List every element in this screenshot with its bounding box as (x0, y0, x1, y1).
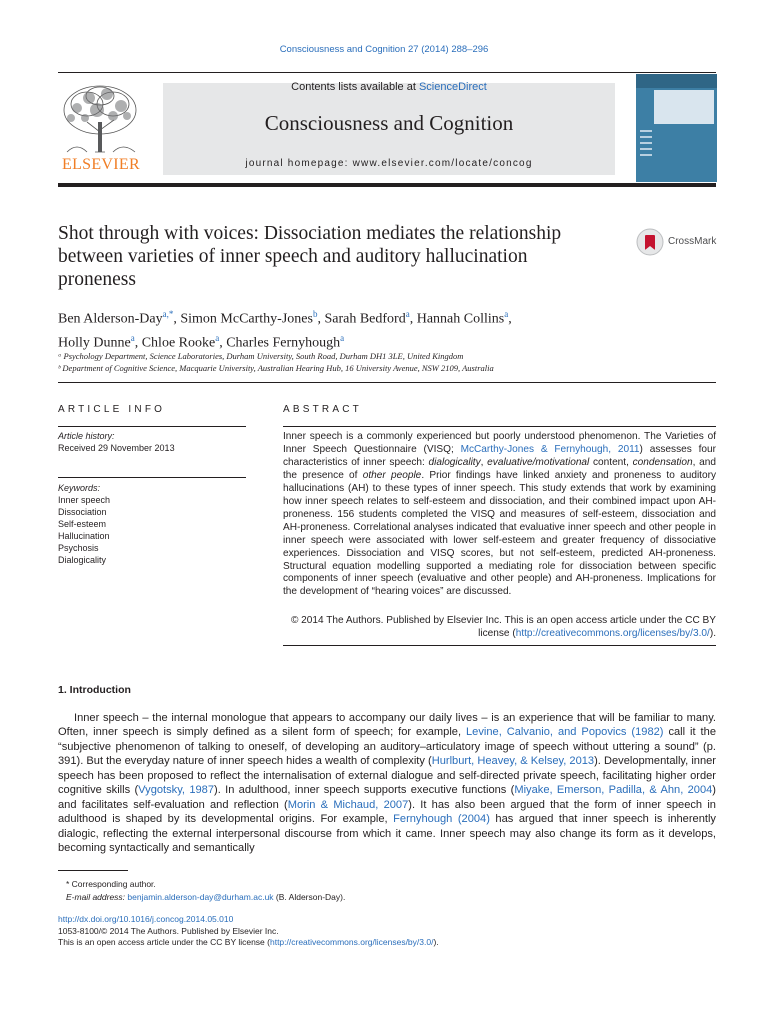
license-link[interactable]: http://creativecommons.org/licenses/by/3.0/ (515, 628, 710, 639)
crossmark-badge[interactable] (636, 228, 726, 258)
author-separator: , (219, 335, 227, 351)
reference-link[interactable]: Morin & Michaud, 2007 (287, 798, 409, 811)
doi-link[interactable]: http://dx.doi.org/10.1016/j.concog.2014.05.010 (58, 914, 234, 924)
abstract-italic: dialogicality (428, 456, 481, 468)
abstract-segment: Inner speech is a commonly experienced but poorly understood phenomenon. The Varieties of Inner Speech Questionnaire (VISQ; (283, 431, 716, 455)
intro-segment: has argued that inner speech is inherently dialogic, reflecting the external interpersonal discourse from which it came. Inner speech may also change its form as it develops, becoming syntactically and semantically (58, 813, 716, 855)
keyword: Hallucination (58, 531, 110, 541)
intro-segment: Inner speech – the internal monologue that appears to accompany our daily lives – is an experience that will be familiar to many. Often, inner speech is simply defined as a silent form of speech; for example, (58, 712, 716, 739)
author-list (58, 305, 698, 352)
author-separator: , (173, 311, 181, 327)
article-meta-footer (58, 914, 716, 949)
crossmark-label: CrossMark (668, 236, 717, 247)
open-access-line (58, 937, 716, 949)
corresponding-author-note: * Corresponding author. (66, 879, 156, 889)
email-suffix: (B. Alderson-Day). (273, 892, 346, 902)
keyword: Inner speech (58, 495, 111, 505)
reference-link[interactable]: McCarthy-Jones & Fernyhough, 2011 (460, 443, 640, 455)
affiliations (58, 350, 698, 374)
sciencedirect-link[interactable]: ScienceDirect (418, 81, 487, 93)
keywords-block (58, 482, 246, 566)
author-name: Holly Dunne (58, 335, 131, 351)
affiliation-b: ᵇ Department of Cognitive Science, Macquarie University, Australian Hearing Hub, 16 University Avenue, NSW 2109, Australia (58, 363, 494, 373)
abstract-italic: evaluative/motivational (487, 456, 590, 468)
abstract-segment: , and the presence of (283, 456, 716, 481)
affiliation-a: ᵃ Psychology Department, Science Laboratories, Durham University, South Road, Durham DH1 3LE, United Kingdom (58, 351, 464, 361)
abstract-italic: other people (362, 469, 422, 481)
abstract-segment: . Prior findings have linked anxiety and proneness to auditory hallucinations (AH) to these types of inner speech. This study extends that work by examining how inner speech relates to self-esteem and dissociation, and their combined impact upon AH-proneness. 156 students completed the VISQ and measures of self-esteem, dissociation and AH-proneness. Correlational analyses indicated that evaluative inner speech and other people in inner speech were associated with lower self-esteem and greater frequency of dissociative experiences. Dissociation and VISQ scores, but not self-esteem, predicted AH-proneness. Structural equation modelling supported a mediating role for dissociation between specific components of inner speech (evaluative and other people) and AH-proneness. Implications for the development of “hearing voices” are discussed. (283, 469, 717, 598)
keyword: Self-esteem (58, 519, 107, 529)
author-separator: , (508, 311, 512, 327)
author-name: Sarah Bedford (324, 311, 406, 327)
author-name: Simon McCarthy-Jones (180, 311, 313, 327)
author-affil-link[interactable]: a (340, 332, 345, 343)
article-info-heading: ARTICLE INFO (58, 404, 166, 415)
footnote (58, 878, 716, 904)
journal-homepage-link[interactable]: journal homepage: www.elsevier.com/locate/concog (245, 158, 533, 169)
author-separator: , (134, 335, 142, 351)
author-affil-link[interactable]: a (405, 309, 410, 319)
email-link[interactable]: benjamin.alderson-day@durham.ac.uk (127, 892, 274, 902)
author-affil-link[interactable]: a,* (162, 309, 174, 319)
keyword: Psychosis (58, 543, 99, 553)
copyright-text: © 2014 The Authors. Published by Elsevier Inc. This is an open access article under the CC BY license ( (290, 615, 716, 639)
cover-line (640, 130, 652, 132)
author-separator: , (409, 311, 417, 327)
info-rule (58, 426, 246, 427)
introduction-heading: 1. Introduction (58, 684, 131, 696)
keyword: Dissociation (58, 507, 107, 517)
top-rule (58, 72, 716, 73)
abstract-segment: ) assesses four characteristics of inner speech: (283, 443, 716, 468)
keyword: Dialogicality (58, 555, 107, 565)
cover-title-area (654, 90, 714, 124)
author-affil-link[interactable]: a (130, 332, 135, 343)
cover-top-band (636, 74, 717, 88)
keywords-label: Keywords: (58, 483, 101, 493)
author-affil-link[interactable]: a (215, 332, 220, 343)
email-line (58, 891, 716, 904)
section-rule (58, 382, 716, 383)
reference-link[interactable]: Fernyhough (2004) (393, 813, 490, 826)
masthead-rule (58, 183, 716, 187)
cover-line (640, 142, 652, 144)
copyright-notice (283, 614, 716, 640)
keyword-list (58, 494, 246, 566)
intro-segment: ). It has also been argued that the form of inner speech in adulthood is shaped by its developmental origins. For example, (58, 798, 716, 826)
author-name: Charles Fernyhough (226, 335, 341, 351)
oa-text: ). (433, 937, 439, 947)
author-name: Chloe Rooke (141, 335, 216, 351)
reference-link[interactable]: Hurlburt, Heavey, & Kelsey, 2013 (431, 755, 595, 768)
journal-citation-link[interactable]: Consciousness and Cognition 27 (2014) 288–296 (279, 44, 489, 55)
email-label: E-mail address: (66, 892, 128, 902)
elsevier-wordmark: ELSEVIER (62, 156, 140, 173)
abstract-rule (283, 426, 716, 427)
intro-segment: call it the “subjective phenomenon of talking to oneself, of developing an auditory–articulatory image of speech without uttering a sound” (p. 391). But the everyday nature of inner speech hides a wealth of complexity ( (58, 726, 716, 768)
history-label: Article history: (58, 431, 115, 441)
abstract-italic: condensation (632, 456, 693, 468)
received-date: Received 29 November 2013 (58, 443, 175, 453)
author-separator: , (317, 311, 325, 327)
author-affil-link[interactable]: a (504, 309, 509, 319)
cover-line (640, 148, 652, 150)
reference-link[interactable]: Vygotsky, 1987 (138, 784, 215, 797)
cover-line (640, 136, 652, 138)
abstract-segment: content, (589, 456, 633, 468)
reference-link[interactable]: Miyake, Emerson, Padilla, & Ahn, 2004 (514, 784, 713, 797)
article-title: Shot through with voices: Dissociation mediates the relationship between varieties of inner speech and auditory hallucination proneness (58, 223, 562, 290)
footnote-rule (58, 870, 128, 871)
oa-text: This is an open access article under the CC BY license ( (58, 937, 270, 947)
abstract-segment: , (480, 456, 488, 468)
introduction-paragraph (58, 711, 716, 856)
journal-cover-thumbnail[interactable] (636, 74, 717, 182)
contents-line (163, 81, 615, 93)
journal-name: Consciousness and Cognition (264, 111, 514, 135)
abstract-rule (283, 645, 716, 646)
info-rule (58, 477, 246, 478)
author-name: Hannah Collins (416, 311, 505, 327)
abstract-text (283, 431, 716, 599)
abstract-heading: ABSTRACT (283, 404, 362, 415)
copyright-text: ). (709, 628, 716, 639)
author-name: Ben Alderson-Day (58, 311, 163, 327)
contents-prefix: Contents lists available at (291, 81, 419, 93)
author-affil-link[interactable]: b (312, 309, 318, 319)
intro-segment: ). Developmentally, inner speech has been proposed to reflect the internalisation of external dialogue and self-directed private speech, facilitating higher order cognitive skills ( (58, 755, 716, 797)
reference-link[interactable]: Levine, Calvanio, and Popovics (1982) (466, 726, 664, 739)
issn-line: 1053-8100/© 2014 The Authors. Published by Elsevier Inc. (58, 925, 279, 936)
intro-segment: ) and facilitates self-evaluation and reflection ( (58, 784, 716, 811)
cover-line (640, 154, 652, 156)
license-link[interactable]: http://creativecommons.org/licenses/by/3.0/ (269, 937, 434, 947)
crossmark-icon (636, 228, 664, 256)
article-history (58, 430, 246, 454)
intro-segment: ). In adulthood, inner speech supports executive functions ( (214, 784, 515, 797)
